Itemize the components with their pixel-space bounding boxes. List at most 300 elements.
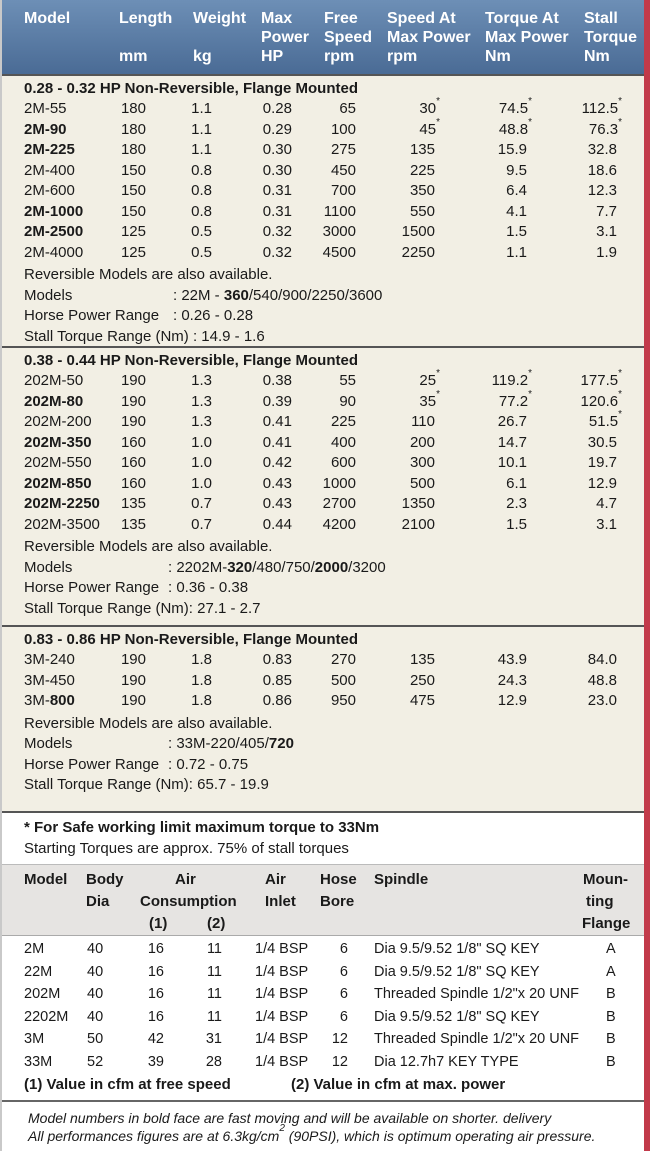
t2-col-c2: (2) <box>207 915 226 932</box>
col-length-unit: mm <box>119 48 148 65</box>
cell-speed <box>402 515 440 535</box>
cell-speed <box>411 412 440 432</box>
cell-stall <box>588 691 622 711</box>
col-max-power-l3: HP <box>261 48 284 65</box>
cell-speed <box>410 650 440 670</box>
cell-model <box>24 120 67 140</box>
cell-free <box>323 222 356 242</box>
cell-weight-value: 0.7 <box>191 515 212 533</box>
cell-hp-value: 0.30 <box>262 141 292 158</box>
cell-length-value: 160 <box>120 433 146 451</box>
models-row <box>2 734 644 754</box>
table-row <box>2 161 644 181</box>
cell-length-value: 150 <box>120 202 146 220</box>
cell-length <box>121 120 146 140</box>
cell-speed <box>419 388 440 412</box>
cell-speed <box>402 222 440 242</box>
cell-stall <box>588 650 622 670</box>
cell-length <box>121 691 146 711</box>
cell-length-value: 160 <box>120 474 146 492</box>
footnote-star: * <box>436 368 440 379</box>
cell-hp-value: 0.30 <box>262 161 292 179</box>
t2-cell-c2: 11 <box>206 963 222 980</box>
cell-torque-value: 2.3 <box>506 495 527 512</box>
t2-cell-spindle: Dia 12.7h7 KEY TYPE <box>374 1054 519 1070</box>
models-label: Models <box>24 558 73 576</box>
reversible-note: Reversible Models are also available. <box>24 714 273 732</box>
col-weight-label2 <box>193 28 246 47</box>
cell-model <box>24 412 92 432</box>
footer-notes <box>2 1100 644 1151</box>
t2-col-body: Body <box>86 871 124 888</box>
stall-range-label: Stall Torque Range (Nm) : 14.9 - 1.6 <box>24 327 265 345</box>
col-speed-max-l2: Max Power <box>387 29 471 46</box>
t2-cell-flange: A <box>606 963 616 980</box>
col-weight <box>193 9 246 66</box>
col-free-speed-l1: Free <box>324 10 358 27</box>
cell-speed-value: 300 <box>409 454 435 471</box>
reversible-note: Reversible Models are also available. <box>24 538 273 555</box>
cell-speed-value: 350 <box>409 182 435 199</box>
cell-stall <box>596 494 622 514</box>
cell-stall <box>581 96 622 119</box>
cell-stall-value: 3.1 <box>596 515 617 533</box>
table-row <box>2 181 644 201</box>
cell-weight <box>191 392 212 412</box>
hp-range-value: : 0.26 - 0.28 <box>173 307 254 324</box>
footnote-star: * <box>618 368 622 379</box>
table-row <box>2 671 644 691</box>
t2-cell-model: 2M <box>24 941 45 957</box>
cell-speed <box>410 181 440 201</box>
col-torque-max-l1: Torque At <box>485 10 559 27</box>
models-value-part: 720 <box>268 735 294 752</box>
cell-hp <box>263 691 292 711</box>
cell-model-value: 202M-350 <box>24 433 92 451</box>
cell-speed-value: 1500 <box>401 223 435 240</box>
cell-weight-value: 0.7 <box>191 495 212 512</box>
cell-speed-value: 25 <box>419 372 437 389</box>
cell-length <box>121 453 146 473</box>
table2-rows <box>2 937 644 1099</box>
cell-weight <box>191 161 212 181</box>
t2-cell-inlet: 1/4 BSP <box>255 941 309 957</box>
table2-row <box>2 984 644 1004</box>
cell-weight <box>191 515 212 535</box>
t2-cell-spindle: Threaded Spindle 1/2"x 20 UNF <box>374 986 580 1003</box>
cell-free-value: 275 <box>330 141 356 158</box>
table-row <box>2 691 644 711</box>
footnote-star: * <box>618 116 622 128</box>
cell-length-value: 190 <box>120 372 146 389</box>
cell-hp-value: 0.31 <box>262 202 292 220</box>
cell-stall <box>596 515 622 535</box>
cell-free <box>331 691 356 711</box>
cell-weight <box>191 412 212 432</box>
cell-speed-value: 500 <box>409 474 435 492</box>
cell-free <box>323 515 356 535</box>
cell-hp <box>263 453 292 473</box>
cell-model <box>24 243 83 263</box>
models-value-part: 360 <box>223 286 249 304</box>
cell-speed <box>410 202 440 222</box>
t2-cell-flange: B <box>606 1054 616 1070</box>
cell-hp-value: 0.43 <box>262 495 292 512</box>
cell-hp-value: 0.42 <box>262 454 292 471</box>
cell-weight-value: 1.0 <box>191 433 212 451</box>
footnote-star: * <box>618 388 622 400</box>
cell-hp <box>263 650 292 670</box>
cell-speed-value: 250 <box>409 671 435 689</box>
cell-model <box>24 453 92 473</box>
cell-model <box>24 392 83 412</box>
cell-length-value: 190 <box>120 413 146 430</box>
cell-model <box>24 515 100 535</box>
notes-section <box>2 811 644 860</box>
hp-range-row <box>2 306 644 326</box>
t2-col-mounting-3: Flange <box>582 915 631 932</box>
t2-cell-flange: B <box>606 1008 616 1025</box>
footer-sup: 2 <box>279 1123 285 1134</box>
cell-weight-value: 1.0 <box>191 474 212 492</box>
cell-hp-value: 0.85 <box>262 671 292 689</box>
cell-torque <box>506 202 532 222</box>
models-value-part: : 22M - <box>173 286 224 304</box>
cell-torque <box>498 116 532 140</box>
cell-weight-value: 1.8 <box>191 671 212 689</box>
cell-length <box>121 181 146 201</box>
footer-line-2b: (90PSI), which is optimum operating air pressure. <box>284 1128 596 1144</box>
cell-stall-value: 19.7 <box>587 454 617 471</box>
col-length <box>119 9 172 66</box>
cell-hp-value: 0.86 <box>262 692 292 709</box>
col-stall-l1: Stall <box>584 10 618 27</box>
col-free-speed <box>324 9 372 66</box>
cell-length-value: 150 <box>120 182 146 199</box>
t2-cell-dia: 52 <box>87 1054 104 1070</box>
cell-model-value: 2M-225 <box>24 141 75 158</box>
t2-cell-spindle: Dia 9.5/9.52 1/8" SQ KEY <box>374 963 540 980</box>
hp-range-value: : 0.72 - 0.75 <box>168 755 249 773</box>
cell-torque-value: 15.9 <box>497 141 527 158</box>
t2-col-c1: (1) <box>149 915 168 932</box>
t2-cell-flange: A <box>606 941 616 957</box>
cell-hp-value: 0.32 <box>262 223 292 240</box>
cell-model <box>24 650 75 670</box>
cell-weight-value: 0.5 <box>191 223 212 240</box>
cell-torque-value: 6.4 <box>506 182 527 199</box>
models-row <box>2 558 644 578</box>
cell-hp-value: 0.44 <box>262 515 292 533</box>
cell-stall-value: 177.5 <box>580 372 619 389</box>
cell-weight <box>191 671 212 691</box>
cell-weight <box>191 453 212 473</box>
cell-weight <box>191 433 212 453</box>
cell-free-value: 950 <box>330 692 356 709</box>
t2-cell-model: 3M <box>24 1031 45 1048</box>
cell-speed <box>410 671 440 691</box>
cell-free-value: 1000 <box>322 474 356 492</box>
cell-speed <box>410 691 440 711</box>
reversible-note-row <box>2 714 644 734</box>
cell-model <box>24 202 83 222</box>
cell-length <box>121 371 146 391</box>
t2-cell-dia: 40 <box>87 986 104 1003</box>
cell-model <box>24 140 75 160</box>
cell-hp <box>263 161 292 181</box>
models-value-part: 2000 <box>314 558 349 576</box>
cell-speed <box>402 243 440 263</box>
cell-model <box>24 691 75 711</box>
table2-row <box>2 1029 644 1049</box>
cell-length-value: 190 <box>120 392 146 410</box>
table-row <box>2 140 644 160</box>
footnote-star: * <box>528 368 532 379</box>
cell-hp <box>263 181 292 201</box>
col-model: Model <box>24 10 71 27</box>
cell-speed <box>419 116 440 140</box>
cell-model-value: 202M-550 <box>24 454 92 471</box>
cell-torque <box>498 433 532 453</box>
cell-hp-value: 0.39 <box>262 392 292 410</box>
cell-speed-value: 1350 <box>401 495 435 512</box>
cell-torque-value: 43.9 <box>497 651 527 668</box>
models-value <box>173 286 382 306</box>
cell-stall-value: 7.7 <box>596 202 617 220</box>
cell-speed <box>410 453 440 473</box>
cell-free-value: 1100 <box>323 202 356 220</box>
cell-hp-value: 0.41 <box>262 433 292 451</box>
col-max-power <box>261 9 309 66</box>
section-title: 0.38 - 0.44 HP Non-Reversible, Flange Mounted <box>24 352 358 369</box>
cell-hp-value: 0.29 <box>262 120 292 138</box>
cell-stall-value: 3.1 <box>596 223 617 240</box>
section-title-row <box>2 351 644 371</box>
t2-col-hose: Hose <box>320 871 357 888</box>
cell-speed-value: 135 <box>409 141 435 158</box>
models-label: Models <box>24 735 73 752</box>
cell-torque <box>498 671 532 691</box>
t2-col-air-inlet-1: Air <box>265 871 286 888</box>
table2-row <box>2 1007 644 1027</box>
cell-torque-value: 1.5 <box>506 515 527 533</box>
cell-stall <box>588 181 622 201</box>
cell-length <box>121 412 146 432</box>
cell-weight-value: 1.3 <box>191 413 212 430</box>
cell-stall <box>588 140 622 160</box>
stall-range-row <box>2 775 644 795</box>
spec-table-header <box>2 0 644 74</box>
col-torque-max <box>485 9 569 66</box>
t2-cell-bore: 6 <box>339 1008 348 1025</box>
cell-model-prefix: 3M- <box>24 692 50 709</box>
table-row <box>2 409 644 432</box>
table-row <box>2 388 644 412</box>
t2-cell-c1: 39 <box>147 1054 164 1070</box>
t2-cell-dia: 40 <box>87 1008 104 1025</box>
stall-range-row <box>2 599 644 619</box>
t2-col-mounting-1: Moun- <box>583 871 628 888</box>
cell-weight <box>191 474 212 494</box>
cell-model-value: 2M-55 <box>24 100 67 117</box>
t2-cell-c1: 16 <box>147 941 164 957</box>
cell-hp <box>263 99 292 119</box>
cell-hp <box>263 140 292 160</box>
t2-cell-inlet: 1/4 BSP <box>255 986 309 1003</box>
cell-length-value: 125 <box>120 223 146 240</box>
cell-hp-value: 0.83 <box>262 651 292 668</box>
table2-row <box>2 939 644 959</box>
cell-hp-value: 0.28 <box>262 100 292 117</box>
col-torque-max-l2: Max Power <box>485 29 569 46</box>
cell-weight <box>191 120 212 140</box>
cell-stall-value: 84.0 <box>587 651 617 668</box>
cell-hp <box>263 202 292 222</box>
t2-col-dia: Dia <box>86 893 110 910</box>
cell-weight <box>191 99 212 119</box>
table2-footnotes <box>2 1075 644 1095</box>
safe-limit-note: * For Safe working limit maximum torque to 33Nm <box>24 819 380 836</box>
cell-torque <box>506 243 532 263</box>
table-row <box>2 433 644 453</box>
cell-torque <box>506 181 532 201</box>
cell-torque-value: 48.8 <box>498 120 529 138</box>
cell-stall-value: 48.8 <box>587 671 617 689</box>
cell-torque <box>506 161 532 181</box>
cell-model-value: 3M-240 <box>24 651 75 668</box>
table2-header <box>2 864 644 936</box>
cell-speed <box>410 474 440 494</box>
cell-length <box>121 222 146 242</box>
cell-free <box>331 412 356 432</box>
t2-cell-inlet: 1/4 BSP <box>255 1031 309 1048</box>
footnote-star: * <box>528 116 532 128</box>
cell-speed <box>410 140 440 160</box>
cell-weight <box>191 181 212 201</box>
cell-weight-value: 1.1 <box>191 100 212 117</box>
stall-range-label: Stall Torque Range (Nm): 65.7 - 19.9 <box>24 776 269 793</box>
stall-range-row <box>2 327 644 347</box>
cell-length <box>121 515 146 535</box>
cell-length-value: 190 <box>120 671 146 689</box>
cell-length <box>121 140 146 160</box>
cell-weight <box>191 691 212 711</box>
models-value-part: /3200 <box>348 558 386 576</box>
cell-model-value: 202M-2250 <box>24 495 100 512</box>
cell-weight <box>191 494 212 514</box>
t2-cell-bore: 12 <box>331 1054 348 1070</box>
models-value <box>168 558 386 578</box>
t2-cell-model: 22M <box>24 963 53 980</box>
cell-weight <box>191 140 212 160</box>
cell-hp <box>263 222 292 242</box>
cell-torque <box>498 140 532 160</box>
col-free-speed-l2: Speed <box>324 29 373 46</box>
cell-speed-value: 200 <box>409 433 435 451</box>
hp-range-label: Horse Power Range <box>24 755 160 773</box>
footer-line-1: Model numbers in bold face are fast moving and will be available on shorter. delivery <box>28 1110 552 1126</box>
starting-torque-note: Starting Torques are approx. 75% of stall torques <box>24 840 349 857</box>
cell-stall <box>580 368 622 391</box>
footnote-star: * <box>528 388 532 400</box>
col-stall-l2: Torque <box>584 29 638 46</box>
cell-free-value: 4500 <box>322 243 356 261</box>
reversible-note-row <box>2 537 644 557</box>
col-max-power-l1: Max <box>261 10 293 27</box>
models-value-part: /480/750/ <box>252 558 315 576</box>
cell-model-value: 202M-50 <box>24 372 84 389</box>
cell-stall-value: 23.0 <box>587 692 617 709</box>
cell-hp-value: 0.38 <box>262 372 292 389</box>
cell-weight-value: 1.1 <box>191 120 212 138</box>
cell-length-value: 150 <box>120 161 146 179</box>
cell-speed-value: 135 <box>409 651 435 668</box>
cell-free <box>331 650 356 670</box>
t2-cell-flange: B <box>606 1031 616 1048</box>
models-value-part: 320 <box>227 558 253 576</box>
cell-hp <box>263 515 292 535</box>
cell-torque <box>506 494 532 514</box>
models-label: Models <box>24 286 73 304</box>
cell-free-value: 600 <box>330 454 356 471</box>
footnote-1: (1) Value in cfm at free speed <box>24 1076 231 1093</box>
cell-free <box>331 671 356 691</box>
cell-length <box>121 494 146 514</box>
cell-weight-value: 1.3 <box>191 392 212 410</box>
reversible-note: Reversible Models are also available. <box>24 266 273 283</box>
cell-hp-value: 0.32 <box>262 243 292 261</box>
cell-stall-value: 112.5 <box>581 100 619 117</box>
cell-stall <box>588 453 622 473</box>
cell-torque-value: 26.7 <box>497 413 527 430</box>
cell-length <box>121 243 146 263</box>
cell-free <box>323 243 356 263</box>
cell-model-value: 2M-2500 <box>24 223 84 240</box>
cell-free <box>331 453 356 473</box>
cell-hp <box>263 474 292 494</box>
cell-free <box>339 99 356 119</box>
models-value-part: : 33M-220/405/ <box>168 735 269 752</box>
footnote-star: * <box>618 409 622 420</box>
cell-length-value: 135 <box>120 495 146 512</box>
cell-length-value: 180 <box>120 100 146 117</box>
t2-col-mounting-2: ting <box>586 893 614 910</box>
cell-stall <box>596 202 622 222</box>
t2-cell-inlet: 1/4 BSP <box>255 963 309 980</box>
cell-stall-value: 76.3 <box>588 120 619 138</box>
t2-cell-c2: 11 <box>206 1008 222 1025</box>
cell-weight-value: 0.8 <box>191 202 212 220</box>
col-free-speed-l3: rpm <box>324 48 355 65</box>
cell-hp-value: 0.31 <box>262 182 292 199</box>
cell-length-value: 125 <box>120 243 146 261</box>
footnote-star: * <box>528 96 532 107</box>
cell-model <box>24 433 92 453</box>
cell-speed-value: 110 <box>411 413 435 430</box>
cell-stall-value: 51.5 <box>588 413 619 430</box>
cell-weight <box>191 371 212 391</box>
cell-stall <box>588 671 622 691</box>
cell-model <box>24 99 67 119</box>
cell-torque-value: 12.9 <box>497 692 527 709</box>
cell-model-value: 2M-4000 <box>24 243 84 261</box>
cell-free <box>331 140 356 160</box>
table-row <box>2 202 644 222</box>
t2-cell-c1: 42 <box>147 1031 164 1048</box>
cell-free <box>331 181 356 201</box>
table-row <box>2 650 644 670</box>
cell-length-value: 160 <box>120 454 146 471</box>
